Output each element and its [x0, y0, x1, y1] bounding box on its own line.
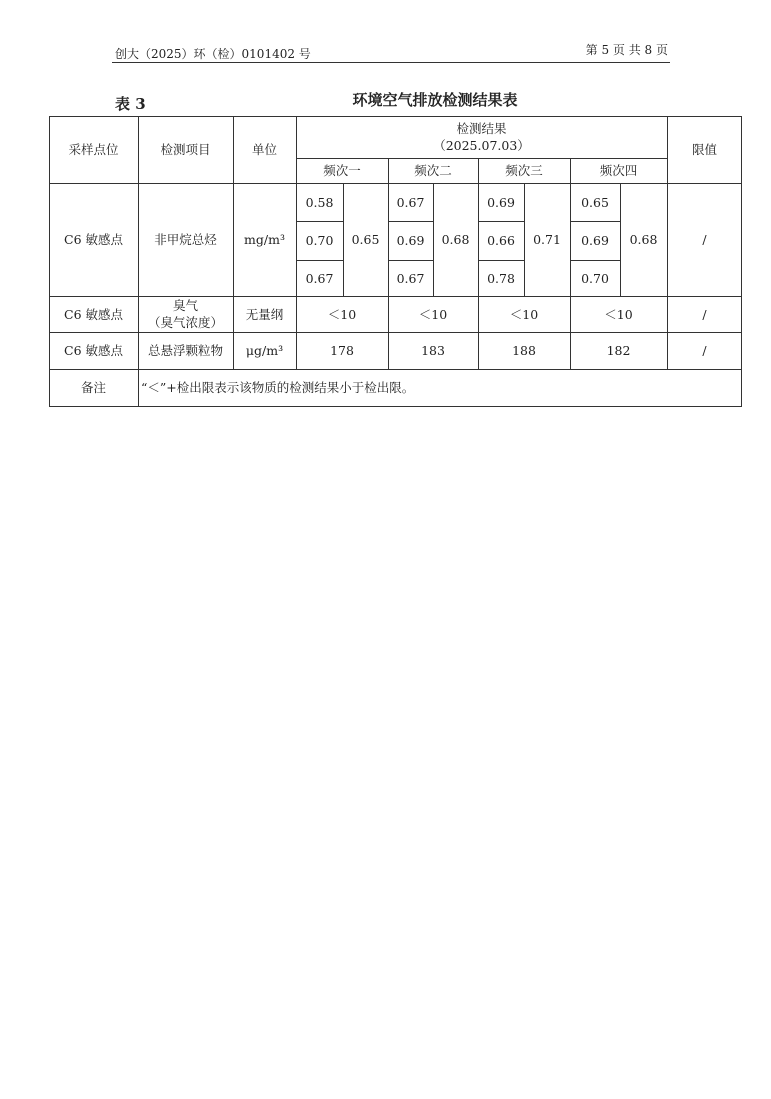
nmhc-f2-average: 0.68 — [441, 232, 470, 247]
odor-f2: ＜10 — [418, 306, 448, 322]
odor-unit: 无量纲 — [245, 306, 284, 322]
freq-header-4: 频次四 — [599, 163, 638, 178]
nmhc-f1-value: 0.58 — [305, 194, 334, 210]
result-date: （2025.07.03） — [433, 138, 530, 153]
col-header-result — [296, 116, 667, 158]
freq-header-1: 频次一 — [323, 163, 361, 178]
tsp-f3: 188 — [512, 343, 536, 358]
tsp-unit: μg/m³ — [245, 343, 284, 358]
odor-item-name: 臭气 — [172, 298, 198, 313]
freq-header-3: 频次三 — [505, 163, 543, 178]
nmhc-f1-average: 0.65 — [351, 232, 380, 247]
odor-site: C6 敏感点 — [64, 306, 123, 322]
col-header-unit: 单位 — [251, 142, 277, 157]
nmhc-f4-value: 0.69 — [581, 233, 609, 248]
note-label: 备注 — [80, 380, 106, 395]
report-number: 创大（2025）环（检）0101402 号 — [115, 47, 311, 61]
odor-item — [138, 296, 233, 332]
tsp-site: C6 敏感点 — [64, 343, 123, 358]
tsp-limit: / — [702, 343, 707, 358]
odor-item-subname: （臭气浓度） — [147, 315, 223, 330]
page-info: 第 5 页 共 8 页 — [585, 43, 668, 57]
odor-limit: / — [702, 306, 707, 322]
nmhc-f3-value: 0.69 — [487, 194, 515, 210]
nmhc-f4-value: 0.65 — [581, 194, 609, 210]
tsp-f4: 182 — [606, 343, 631, 358]
nmhc-f2-value: 0.67 — [396, 270, 425, 286]
nmhc-f2-value: 0.67 — [396, 194, 425, 210]
nmhc-item: 非甲烷总烃 — [154, 232, 217, 247]
nmhc-site: C6 敏感点 — [64, 232, 123, 247]
nmhc-f3-average: 0.71 — [533, 232, 561, 247]
tsp-f2: 183 — [421, 343, 445, 358]
tsp-f1: 178 — [330, 343, 354, 358]
nmhc-f1-value: 0.67 — [305, 270, 334, 286]
table-label: 表 3 — [115, 95, 146, 113]
odor-f1: ＜10 — [327, 306, 357, 322]
odor-f4: ＜10 — [604, 306, 633, 322]
col-header-item: 检测项目 — [160, 142, 211, 157]
col-header-site: 采样点位 — [68, 142, 119, 157]
col-header-limit: 限值 — [691, 142, 717, 157]
nmhc-f3-value: 0.66 — [487, 233, 515, 248]
result-label: 检测结果 — [456, 121, 507, 136]
nmhc-f1-value: 0.70 — [305, 233, 334, 248]
nmhc-f3-value: 0.78 — [487, 270, 515, 286]
nmhc-f4-value: 0.70 — [581, 270, 609, 286]
nmhc-f2-value: 0.69 — [396, 233, 425, 248]
freq-header-2: 频次二 — [414, 163, 452, 178]
odor-f3: ＜10 — [509, 306, 539, 322]
nmhc-limit: / — [702, 232, 707, 247]
table-title: 环境空气排放检测结果表 — [352, 91, 518, 109]
tsp-item: 总悬浮颗粒物 — [147, 343, 223, 358]
nmhc-unit: mg/m³ — [244, 232, 285, 247]
note-text: “＜”+检出限表示该物质的检测结果小于检出限。 — [141, 380, 415, 395]
nmhc-f4-average: 0.68 — [629, 232, 658, 247]
